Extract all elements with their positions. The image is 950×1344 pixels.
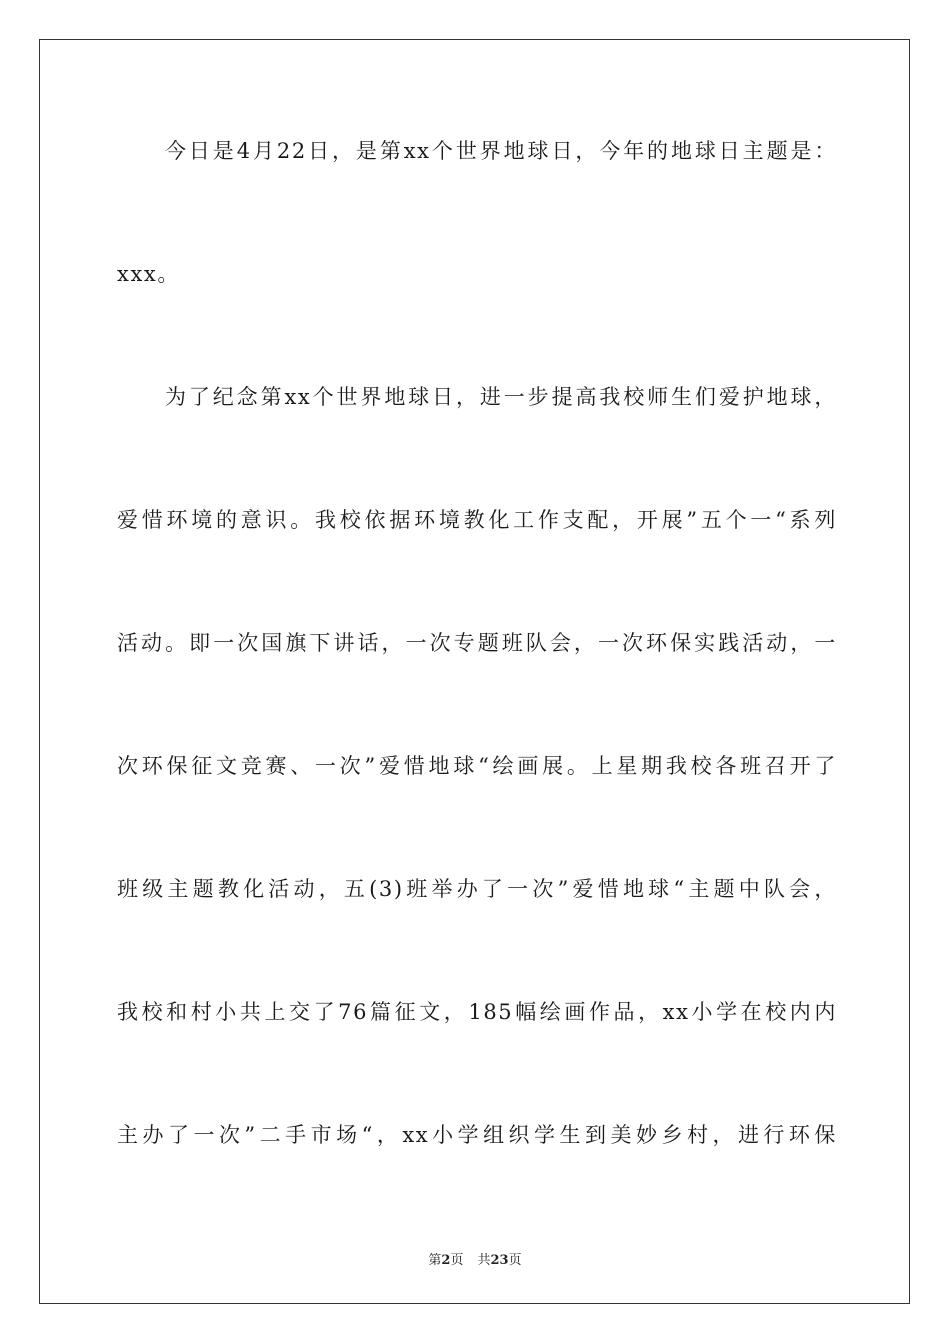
page-number: 2: [441, 1253, 451, 1268]
paragraph-line-9: 主办了一次”二手市场“，xx小学组织学生到美妙乡村，进行环保: [117, 1123, 837, 1147]
document-body: [117, 128, 837, 1235]
page-label-suffix: 页: [450, 1253, 464, 1268]
page-label-prefix: 第: [428, 1253, 442, 1268]
total-label-suffix: 页: [508, 1253, 522, 1268]
paragraph-line-1: 今日是4月22日，是第xx个世界地球日，今年的地球日主题是：: [165, 139, 837, 163]
total-pages: 23: [490, 1253, 509, 1268]
paragraph-line-3: 为了纪念第xx个世界地球日，进一步提高我校师生们爱护地球，: [165, 385, 837, 409]
total-label-prefix: 共: [477, 1253, 491, 1268]
page-footer: [0, 1249, 950, 1268]
paragraph-line-2: xxx。: [117, 262, 180, 286]
paragraph-line-5: 活动。即一次国旗下讲话，一次专题班队会，一次环保实践活动，一: [117, 631, 837, 655]
paragraph-line-4: 爱惜环境的意识。我校依据环境教化工作支配，开展”五个一“系列: [117, 508, 837, 532]
paragraph-line-7: 班级主题教化活动，五(3)班举办了一次”爱惜地球“主题中队会，: [117, 877, 837, 901]
paragraph-line-8: 我校和村小共上交了76篇征文，185幅绘画作品，xx小学在校内内: [117, 1000, 837, 1024]
paragraph-line-6: 次环保征文竞赛、一次”爱惜地球“绘画展。上星期我校各班召开了: [117, 754, 837, 778]
